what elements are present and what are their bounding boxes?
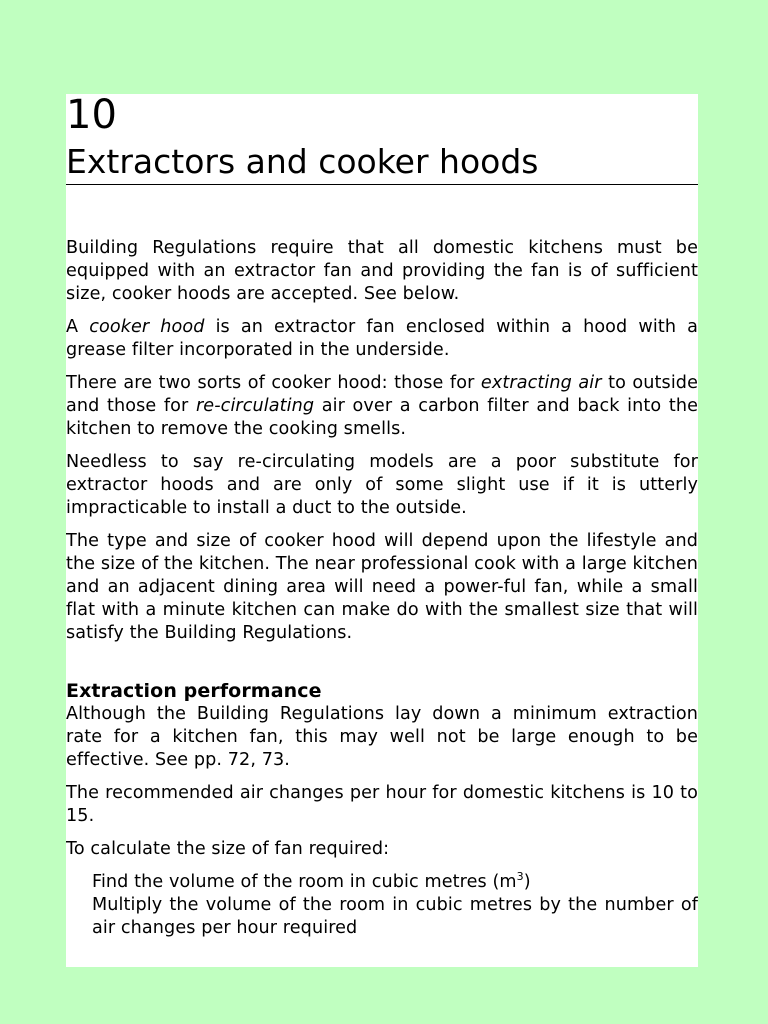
- paragraph-3: [66, 372, 698, 441]
- section-heading: Extraction performance: [66, 680, 322, 702]
- step-1: [92, 871, 698, 894]
- chapter-number: 10: [66, 94, 117, 138]
- paragraph-2-post: is an extractor fan enclosed within a hood with a grease filter incorporated in the underside.: [66, 317, 698, 360]
- book-page: [66, 94, 698, 967]
- paragraph-3-emphasis-2: re-circulating: [195, 396, 315, 416]
- paragraph-2-emphasis: cooker hood: [89, 317, 205, 337]
- paragraph-3-a: There are two sorts of cooker hood: those for: [66, 373, 481, 393]
- chapter-title: Extractors and cooker hoods: [66, 142, 539, 181]
- calculation-steps: [66, 871, 698, 940]
- step-1-superscript: 3: [516, 870, 524, 884]
- paragraph-1: Building Regulations require that all domestic kitchens must be equipped with an extractor fan and providing the fan is of sufficient size, cooker hoods are accepted. See below.: [66, 238, 698, 304]
- step-1-close: ): [523, 872, 531, 892]
- paragraph-5: The type and size of cooker hood will depend upon the lifestyle and the size of the kitchen. The near professional cook with a large kitchen and an adjacent dining area will need a power-ful fan, while a small flat with a minute kitchen can make do with the smallest size that will satisfy the Building Regulations.: [66, 531, 698, 643]
- body-text: [66, 237, 698, 940]
- paragraph-3-b: to outside and those for: [66, 373, 698, 416]
- paragraph-2-pre: A: [66, 317, 90, 337]
- section-paragraph-2: The recommended air changes per hour for domestic kitchens is 10 to 15.: [66, 783, 698, 826]
- title-rule: [66, 184, 698, 185]
- paragraph-3-c: air over a carbon filter and back into the kitchen to remove the cooking smells.: [66, 396, 698, 439]
- section-paragraph-3: To calculate the size of fan required:: [66, 839, 390, 859]
- paragraph-4: Needless to say re-circulating models are a poor substitute for extractor hoods and are only of some slight use if it is utterly impracticable to install a duct to the outside.: [66, 452, 698, 518]
- section-paragraph-1: Although the Building Regulations lay down a minimum extraction rate for a kitchen fan, this may well not be large enough to be effective. See pp. 72, 73.: [66, 704, 698, 770]
- step-1-text: Find the volume of the room in cubic metres (m: [92, 872, 517, 892]
- step-2: Multiply the volume of the room in cubic metres by the number of air changes per hour required: [92, 895, 698, 938]
- paragraph-2: [66, 316, 698, 362]
- paragraph-3-emphasis-1: extracting air: [480, 373, 602, 393]
